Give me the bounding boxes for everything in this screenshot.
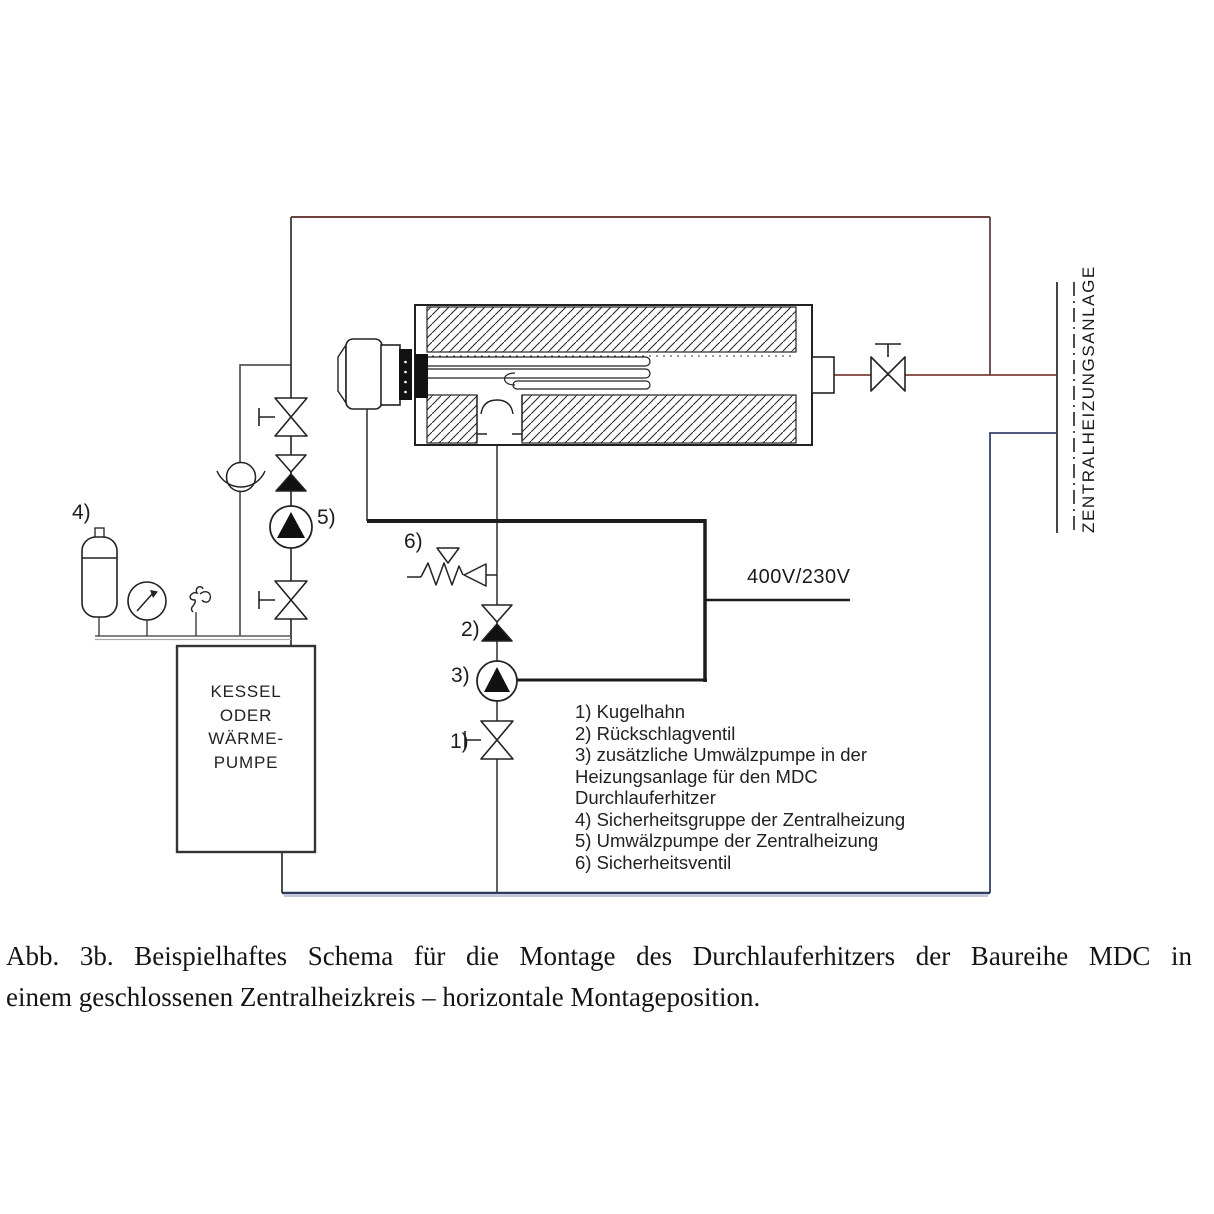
electric-wiring: [367, 409, 850, 682]
boiler-label-line: ODER: [219, 705, 273, 725]
boiler-label: [177, 680, 315, 774]
ball-valve-1: [465, 721, 513, 759]
central-heating-boundary: [1057, 282, 1074, 533]
legend-line: 3) zusätzliche Umwälzpumpe in der: [575, 744, 868, 765]
boiler-label-line: PUMPE: [213, 752, 279, 772]
boiler-label-line: KESSEL: [210, 682, 282, 701]
legend-line: 6) Sicherheitsventil: [575, 851, 732, 873]
label-item5: 5): [317, 506, 336, 529]
heater-unit: [338, 305, 834, 445]
legend-line: 5) Umwälzpumpe der Zentralheizung: [575, 830, 879, 851]
label-item1: 1): [450, 730, 469, 753]
heater-wall-bottom-right: [522, 395, 796, 443]
ball-valve-outlet: [871, 344, 905, 391]
label-item6: 6): [404, 530, 423, 553]
relief-valve-symbol: [190, 587, 210, 612]
expansion-vessel: [82, 528, 117, 617]
flange-plate: [415, 354, 428, 398]
legend-line: 2) Rückschlagventil: [575, 722, 736, 744]
pressure-gauge: [128, 582, 166, 620]
figure-caption: [6, 936, 1192, 1018]
pump-3-additional: [477, 661, 517, 701]
caption-line1: Abb. 3b. Beispielhaftes Schema für die Montage des Durchlauferhitzers der Baureihe MDC in: [6, 941, 1192, 971]
caption-line2: einem geschlossenen Zentralheizkreis – horizontale Montageposition.: [6, 982, 761, 1012]
power-label: 400V/230V: [747, 566, 851, 588]
legend: [575, 701, 905, 873]
label-item2: 2): [461, 618, 480, 641]
heater-wall-top: [427, 307, 796, 352]
ball-valve-boiler-upper: [259, 398, 307, 436]
heater-wall-bottom-left: [427, 395, 477, 443]
legend-line: Heizungsanlage für den MDC: [575, 765, 818, 787]
label-item4: 4): [72, 501, 91, 524]
legend-line: 4) Sicherheitsgruppe der Zentralheizung: [575, 808, 906, 830]
heater-outlet-fitting: [812, 357, 834, 393]
central-heating-label: ZENTRALHEIZUNGSANLAGE: [1079, 265, 1098, 533]
legend-line: 1) Kugelhahn: [575, 701, 686, 722]
ball-valve-boiler-lower: [259, 581, 307, 619]
air-vent-symbol: [217, 463, 265, 492]
return-pipe: [990, 433, 1057, 893]
legend-line: Durchlauferhitzer: [575, 787, 716, 808]
boiler-label-line: WÄRME-: [208, 729, 284, 748]
label-item3: 3): [451, 664, 470, 687]
pump-5-central-heating: [270, 506, 312, 548]
